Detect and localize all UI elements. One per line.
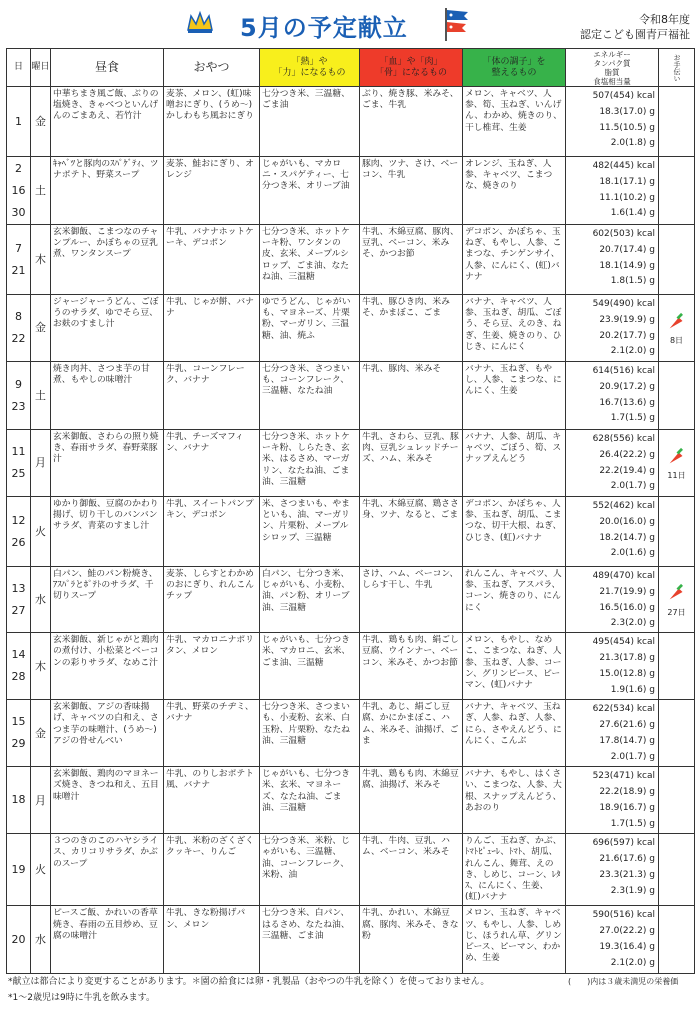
organization-info [555,12,690,42]
nutrition-salt: 1.9(1.6) g [610,684,655,695]
nutrition-cell [566,700,659,767]
nutrition-fat: 18.2(14.7) g [599,532,655,543]
dow-cell: 月 [31,767,51,834]
nutrition-cell [566,430,659,497]
nutrition-fat: 11.5(10.5) g [599,122,655,133]
vegetable-foods-cell: デコポン、かぼちゃ、玉ねぎ、もやし、人参、こまつな、チンゲンサイ、人参、にんにく、(虹)バナナ [463,225,566,295]
energy-foods-cell: 七分つき米、米粉、じゃがいも、三温糖、油、コーンフレーク、米粉、油 [260,834,360,906]
table-header-row [7,49,695,87]
nutrition-kcal: 489(470) kcal [592,571,655,581]
dow-cell: 土 [31,362,51,430]
helper-day-label: 27日 [667,607,686,617]
dow-cell: 水 [31,906,51,974]
nutrition-salt: 1.7(1.5) g [610,818,655,829]
nutrition-fat: 20.2(17.7) g [599,330,655,341]
lunch-cell: ｷｬﾍﾞﾂと豚肉のｽﾊﾟｹﾞﾃｨ、ツナポテト、野菜スープ [51,157,164,225]
nutrition-cell [566,497,659,567]
nutrition-kcal: 696(597) kcal [592,838,655,849]
menu-table [6,48,695,974]
lunch-cell: 玄米御飯、アジの香味揚げ、キャベツの白和え、さつま芋の味噌汁、(うめ〜)アジの骨せんべい [51,700,164,767]
nutrition-kcal: 523(471) kcal [592,771,655,782]
col-snack: おやつ [164,49,260,87]
nutrition-salt: 2.3(1.9) g [610,885,655,896]
nutrition-salt: 2.0(1.6) g [610,548,655,559]
dow-cell: 水 [31,567,51,633]
day-cell: 11 25 [7,430,31,497]
nutrition-kcal: 590(516) kcal [592,910,655,921]
vegetable-prep-icon [666,581,688,603]
snack-cell: 牛乳、野菜のチヂミ、バナナ [164,700,260,767]
helper-mark-cell [659,567,695,633]
nutrition-salt: 2.1(2.0) g [610,346,655,357]
energy-foods-cell: じゃがいも、七分つき米、玄米、マヨネーズ、なたね油、ごま油、三温糖 [260,767,360,834]
snack-cell: 麦茶、メロン、(虹)味噌おにぎり、(うめ〜)かしわもち風おにぎり [164,87,260,157]
nutrition-protein: 20.0(16.0) g [599,516,655,527]
helper-mark-cell [659,700,695,767]
day-cell: 20 [7,906,31,974]
lunch-cell: ゆかり御飯、豆腐のかわり揚げ、切り干しのバンバンサラダ、青菜のすまし汁 [51,497,164,567]
protein-foods-cell: 牛乳、鶏もも肉、絹ごし豆腐、ウインナー、ベーコン、米みそ、かつお節 [360,633,463,700]
day-cell: 9 23 [7,362,31,430]
lunch-cell: 玄米御飯、鶏肉のマヨネーズ焼き、きつね和え、五目味噌汁 [51,767,164,834]
menu-row [7,906,695,974]
snack-cell: 牛乳、のりしおポテト風、バナナ [164,767,260,834]
dow-cell: 月 [31,430,51,497]
menu-row [7,87,695,157]
nutrition-fat: 22.2(19.4) g [599,465,655,476]
vegetable-foods-cell: りんご、玉ねぎ、かぶ、ﾄﾏﾄﾋﾟｭｰﾚ、ﾄﾏﾄ、胡瓜、れんこん、舞茸、えのき、しめじ、コーン、ﾚﾀｽ、にんにく、生姜、(虹)バナナ [463,834,566,906]
protein-foods-cell: 豚肉、ツナ、さけ、ベーコン、牛乳 [360,157,463,225]
nutrition-cell [566,567,659,633]
dow-cell: 土 [31,157,51,225]
nutrition-salt: 2.0(1.7) g [610,751,655,762]
lunch-cell: 中華ちまき風ご飯、ぶりの塩焼き、きゃべつといんげんのごまあえ、若竹汁 [51,87,164,157]
nutrition-salt: 2.1(2.0) g [610,957,655,968]
nutrition-kcal: 549(490) kcal [592,299,655,309]
dow-cell: 火 [31,834,51,906]
vegetable-foods-cell: バナナ、人参、胡瓜、キャベツ、ごぼう、筍、スナップえんどう [463,430,566,497]
day-cell: 1 [7,87,31,157]
snack-cell: 牛乳、コーンフレーク、バナナ [164,362,260,430]
footer-note-2: *1〜2歳児は9時に牛乳を飲みます。 [8,993,155,1003]
menu-row [7,362,695,430]
nutrition-protein: 21.6(17.6) g [599,853,655,864]
nutrition-cell [566,225,659,295]
menu-row [7,295,695,362]
nutrition-protein: 27.0(22.2) g [599,926,655,937]
nutrition-fat: 16.7(13.6) g [599,397,655,408]
nutrition-fat: 11.1(10.2) g [599,192,655,203]
day-cell: 2 16 30 [7,157,31,225]
energy-foods-cell: 七分つき米、ホットケーキ粉、ワンタンの皮、玄米、メープルシロップ、ごま油、なたね油、三温糖 [260,225,360,295]
energy-foods-cell: 七分つき米、さつまいも、コーンフレーク、三温糖、なたね油 [260,362,360,430]
nutrition-salt: 1.8(1.5) g [610,276,655,287]
day-cell: 15 29 [7,700,31,767]
lunch-cell: 玄米御飯、新じゃがと鶏肉の煮付け、小松菜とベーコンの彩りサラダ、なめこ汁 [51,633,164,700]
protein-foods-cell: 牛乳、かれい、木綿豆腐、豚肉、米みそ、きな粉 [360,906,463,974]
footer [8,974,698,1006]
nutrition-cell [566,834,659,906]
helper-mark-cell [659,87,695,157]
helper-mark-cell [659,295,695,362]
lunch-cell: ピースご飯、かれいの香草焼き、春雨の五目炒め、豆腐の味噌汁 [51,906,164,974]
nutrition-protein: 23.9(19.9) g [599,314,655,325]
energy-foods-cell: じゃがいも、マカロニ・スパゲティー、七分つき米、オリーブ油 [260,157,360,225]
helper-mark-cell [659,430,695,497]
nutrition-salt: 1.6(1.4) g [610,208,655,219]
snack-cell: 牛乳、じゃが餅、バナナ [164,295,260,362]
protein-foods-cell: 牛乳、豚ひき肉、米みそ、かまぼこ、ごま [360,295,463,362]
energy-foods-cell: 米、さつまいも、やまといも、油、マーガリン、片栗粉、メープルシロップ、三温糖 [260,497,360,567]
day-cell: 19 [7,834,31,906]
nutrition-cell [566,157,659,225]
nutrition-protein: 20.9(17.2) g [599,381,655,392]
lunch-cell: ３つのきのこのハヤシライス、カリコリサラダ、かぶのスープ [51,834,164,906]
nutrition-kcal: 614(516) kcal [592,366,655,376]
nutrition-cell [566,362,659,430]
energy-foods-cell: 七分つき米、ホットケーキ粉、しらたき、玄米、はるさめ、マーガリン、なたね油、ごま油、三温糖 [260,430,360,497]
nutrition-cell [566,633,659,700]
dow-cell: 火 [31,497,51,567]
snack-cell: 麦茶、しらすとわかめのおにぎり、れんこんチップ [164,567,260,633]
nutrition-protein: 27.6(21.6) g [599,719,655,730]
dow-cell: 金 [31,700,51,767]
menu-row [7,633,695,700]
day-cell: 13 27 [7,567,31,633]
vegetable-foods-cell: バナナ、もやし、はくさい、こまつな、人参、大根、スナップえんどう、あおのり [463,767,566,834]
page-title: 5月の予定献立 [240,14,408,42]
col-lunch: 昼食 [51,49,164,87]
koinobori-icon [442,6,472,42]
snack-cell: 麦茶、鮭おにぎり、オレンジ [164,157,260,225]
footer-note-nutrition: ( )内は３歳未満児の栄養価 [568,977,679,986]
vegetable-foods-cell: メロン、キャベツ、人参、筍、玉ねぎ、いんげん、わかめ、焼きのり、干し椎茸、生姜 [463,87,566,157]
helper-mark-cell [659,834,695,906]
menu-row [7,700,695,767]
col-handwash: お手伝い [659,49,695,87]
vegetable-foods-cell: れんこん、キャベツ、人参、玉ねぎ、アスパラ、コーン、焼きのり、にんにく [463,567,566,633]
protein-foods-cell: 牛乳、牛肉、豆乳、ハム、ベーコン、米みそ [360,834,463,906]
vegetable-foods-cell: メロン、玉ねぎ、キャベツ、もやし、人参、しめじ、ほうれん草、グリンピース、ピーマン、わかめ、生姜 [463,906,566,974]
dow-cell: 金 [31,295,51,362]
dow-cell: 木 [31,225,51,295]
helper-day-label: 8日 [669,336,684,345]
protein-foods-cell: さけ、ハム、ベーコン、しらす干し、牛乳 [360,567,463,633]
menu-row [7,767,695,834]
nutrition-protein: 20.7(17.4) g [599,244,655,255]
vegetable-prep-icon [666,445,688,467]
col-nutrition: エネルギー タンパク質 脂質 食塩相当量 [566,49,659,87]
col-energy: 「熱」や 「力」になるもの [260,49,360,87]
vegetable-foods-cell: バナナ、玉ねぎ、もやし、人参、こまつな、にんにく、生姜 [463,362,566,430]
vegetable-foods-cell: オレンジ、玉ねぎ、人参、キャベツ、こまつな、焼きのり [463,157,566,225]
nutrition-kcal: 622(534) kcal [592,704,655,715]
lunch-cell: 白パン、鮭のパン粉焼き、ｱｽﾊﾟﾗとﾎﾟﾃﾄのサラダ、千切りスープ [51,567,164,633]
snack-cell: 牛乳、バナナホットケーキ、デコポン [164,225,260,295]
helper-mark-cell [659,767,695,834]
vegetable-foods-cell: デコポン、かぼちゃ、人参、玉ねぎ、胡瓜、こまつな、切干大根、ねぎ、ひじき、(虹)バナナ [463,497,566,567]
energy-foods-cell: 七分つき米、さつまいも、小麦粉、玄米、白玉粉、片栗粉、なたね油、三温糖 [260,700,360,767]
energy-foods-cell: ゆでうどん、じゃがいも、マヨネーズ、片栗粉、マーガリン、三温糖、油、焼ふ [260,295,360,362]
protein-foods-cell: 牛乳、あじ、絹ごし豆腐、かにかまぼこ、ハム、米みそ、油揚げ、ごま [360,700,463,767]
nutrition-fat: 16.5(16.0) g [599,602,655,613]
nutrition-protein: 22.2(18.9) g [599,786,655,797]
day-cell: 18 [7,767,31,834]
col-body: 「体の調子」を 整えるもの [463,49,566,87]
nutrition-kcal: 552(462) kcal [592,501,655,511]
nutrition-kcal: 507(454) kcal [592,91,655,101]
nutrition-protein: 18.3(17.0) g [599,106,655,117]
nutrition-fat: 15.0(12.8) g [599,668,655,679]
menu-row [7,430,695,497]
helper-mark-cell [659,225,695,295]
col-dow: 曜日 [31,49,51,87]
snack-cell: 牛乳、チーズマフィン、バナナ [164,430,260,497]
nutrition-protein: 21.3(17.8) g [599,652,655,663]
page-header [0,0,700,48]
menu-row [7,567,695,633]
menu-row [7,834,695,906]
nutrition-kcal: 495(454) kcal [592,637,655,648]
day-cell: 7 21 [7,225,31,295]
helper-mark-cell [659,362,695,430]
energy-foods-cell: 七分つき米、白パン、はるさめ、なたね油、三温糖、ごま油 [260,906,360,974]
nutrition-fat: 17.8(14.7) g [599,735,655,746]
nutrition-kcal: 628(556) kcal [592,434,655,444]
snack-cell: 牛乳、マカロニナポリタン、メロン [164,633,260,700]
protein-foods-cell: 牛乳、さわら、豆乳、豚肉、豆乳シュレッドチーズ、ハム、米みそ [360,430,463,497]
menu-row [7,157,695,225]
nutrition-salt: 2.3(2.0) g [610,618,655,629]
nutrition-salt: 2.0(1.8) g [610,138,655,149]
crown-icon [186,10,214,34]
snack-cell: 牛乳、米粉のざくざくクッキー、りんご [164,834,260,906]
vegetable-foods-cell: バナナ、キャベツ、玉ねぎ、人参、ねぎ、人参、にら、さやえんどう、にんにく、こんぶ [463,700,566,767]
protein-foods-cell: 牛乳、鶏もも肉、木綿豆腐、油揚げ、米みそ [360,767,463,834]
fiscal-year: 令和8年度 [639,13,690,26]
nutrition-kcal: 602(503) kcal [592,229,655,239]
lunch-cell: ジャージャーうどん、ごぼうのサラダ、ゆでそら豆、お麸のすまし汁 [51,295,164,362]
nutrition-cell [566,87,659,157]
protein-foods-cell: ぶり、焼き豚、米みそ、ごま、牛乳 [360,87,463,157]
lunch-cell: 焼き肉丼、さつま芋の甘煮、もやしの味噌汁 [51,362,164,430]
organization-name: 認定こども園青戸福祉 [580,28,690,41]
nutrition-fat: 23.3(21.3) g [599,869,655,880]
vegetable-foods-cell: バナナ、キャベツ、人参、玉ねぎ、胡瓜、ごぼう、そら豆、えのき、ねぎ、生姜、焼きのり、ひじき、にんにく [463,295,566,362]
nutrition-kcal: 482(445) kcal [592,161,655,171]
nutrition-fat: 19.3(16.4) g [599,942,655,952]
vegetable-prep-icon [666,310,688,332]
dow-cell: 木 [31,633,51,700]
protein-foods-cell: 牛乳、豚肉、米みそ [360,362,463,430]
nutrition-protein: 26.4(22.2) g [599,449,655,460]
day-cell: 14 28 [7,633,31,700]
menu-row [7,497,695,567]
lunch-cell: 玄米御飯、さわらの照り焼き、春雨サラダ、春野菜豚汁 [51,430,164,497]
helper-day-label: 11日 [667,471,686,480]
energy-foods-cell: 白パン、七分つき米、じゃがいも、小麦粉、油、パン粉、オリーブ油、三温糖 [260,567,360,633]
protein-foods-cell: 牛乳、木綿豆腐、鶏ささ身、ツナ、なると、ごま [360,497,463,567]
vegetable-foods-cell: メロン、もやし、なめこ、こまつな、ねぎ、人参、玉ねぎ、人参、コーン、グリンピース、ピーマン、(虹)バナナ [463,633,566,700]
helper-mark-cell [659,633,695,700]
nutrition-salt: 1.7(1.5) g [610,413,655,424]
dow-cell: 金 [31,87,51,157]
day-cell: 8 22 [7,295,31,362]
nutrition-cell [566,906,659,974]
snack-cell: 牛乳、スイートパンプキン、デコポン [164,497,260,567]
nutrition-protein: 18.1(17.1) g [599,176,655,187]
day-cell: 12 26 [7,497,31,567]
helper-mark-cell [659,497,695,567]
lunch-cell: 玄米御飯、こまつなのチャンプルー、かぼちゃの豆乳煮、ワンタンスープ [51,225,164,295]
energy-foods-cell: じゃがいも、七分つき米、マカロニ、玄米、ごま油、三温糖 [260,633,360,700]
helper-mark-cell [659,906,695,974]
footer-note-1: *献立は都合により変更することがあります。＊園の給食には卵・乳製品（おやつの牛乳を除く）を使っておりません。 [8,977,490,987]
menu-row [7,225,695,295]
nutrition-fat: 18.1(14.9) g [599,260,655,271]
protein-foods-cell: 牛乳、木綿豆腐、豚肉、豆乳、ベーコン、米みそ、かつお節 [360,225,463,295]
nutrition-protein: 21.7(19.9) g [599,586,655,597]
nutrition-cell [566,295,659,362]
col-blood: 「血」や「肉」 「骨」になるもの [360,49,463,87]
nutrition-cell [566,767,659,834]
energy-foods-cell: 七分つき米、三温糖、ごま油 [260,87,360,157]
snack-cell: 牛乳、きな粉揚げパン、メロン [164,906,260,974]
col-day: 日 [7,49,31,87]
nutrition-fat: 18.9(16.7) g [599,802,655,813]
helper-mark-cell [659,157,695,225]
nutrition-salt: 2.0(1.7) g [610,481,655,492]
